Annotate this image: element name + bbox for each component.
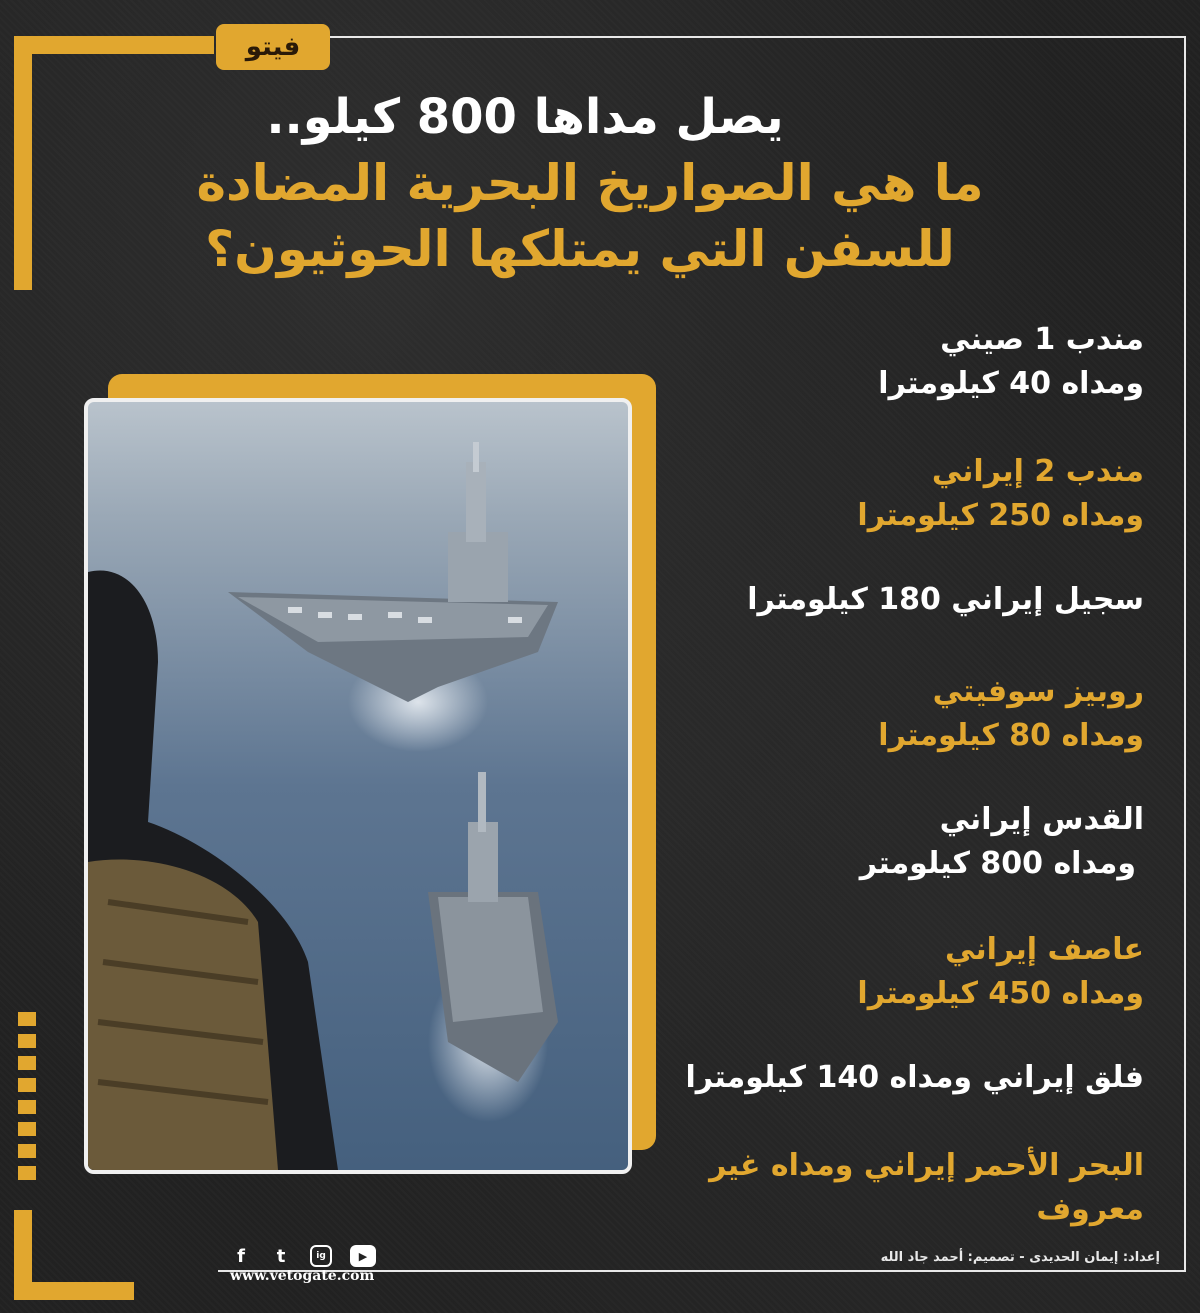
- missile-range: معروف: [1036, 1192, 1144, 1227]
- missile-range: ومداه 250 كيلومترا: [857, 498, 1144, 533]
- missile-name: سجيل إيراني 180 كيلومترا: [747, 582, 1144, 617]
- missile-name: عاصف إيراني: [944, 932, 1144, 967]
- headline: [150, 84, 1030, 282]
- missile-range: ومداه 80 كيلومترا: [878, 718, 1144, 753]
- headline-line-2: ما هي الصواريخ البحرية المضادة: [196, 154, 984, 212]
- missile-name: القدس إيراني: [939, 802, 1144, 837]
- warships-photo: [84, 398, 632, 1174]
- credits: إعداد: إيمان الحديدى - تصميم: أحمد جاد الله: [880, 1250, 1160, 1265]
- missile-name: البحر الأحمر إيراني ومداه غير: [709, 1148, 1144, 1183]
- frame-gold-bottom-left-h: [14, 1282, 134, 1300]
- frame-line-right: [1184, 36, 1186, 1271]
- frame-stripes: [18, 1012, 36, 1188]
- missile-name: مندب 1 صيني: [940, 322, 1144, 357]
- vetogate-logo[interactable]: فيتو: [216, 24, 330, 70]
- list-item: [624, 928, 1144, 1016]
- youtube-icon[interactable]: ▶: [350, 1245, 376, 1267]
- missile-range: ومداه 800 كيلومتر: [859, 846, 1136, 881]
- list-item: [624, 1056, 1144, 1100]
- social-icons: [230, 1245, 376, 1267]
- headline-line-1: يصل مداها 800 كيلو..: [266, 89, 784, 145]
- warships-photo-image: [88, 402, 628, 1170]
- facebook-icon[interactable]: f: [237, 1245, 245, 1267]
- list-item: [624, 578, 1144, 622]
- list-item: [624, 670, 1144, 758]
- headline-line-3: للسفن التي يمتلكها الحوثيون؟: [205, 220, 955, 278]
- frame-line-top: [330, 36, 1186, 38]
- missile-name: فلق إيراني ومداه 140 كيلومترا: [685, 1060, 1144, 1095]
- list-item: [624, 1144, 1144, 1232]
- missile-range: ومداه 40 كيلومترا: [878, 366, 1144, 401]
- missile-name: مندب 2 إيراني: [931, 454, 1144, 489]
- list-item: [624, 318, 1144, 406]
- list-item: [624, 450, 1144, 538]
- twitter-icon[interactable]: t: [276, 1245, 286, 1267]
- missile-name: روبيز سوفيتي: [932, 674, 1144, 709]
- missile-range: ومداه 450 كيلومترا: [857, 976, 1144, 1011]
- website-link[interactable]: www.vetogate.com: [230, 1268, 375, 1284]
- frame-gold-top: [14, 36, 214, 54]
- list-item: [624, 798, 1144, 886]
- frame-gold-left: [14, 36, 32, 290]
- instagram-icon[interactable]: ig: [310, 1245, 332, 1267]
